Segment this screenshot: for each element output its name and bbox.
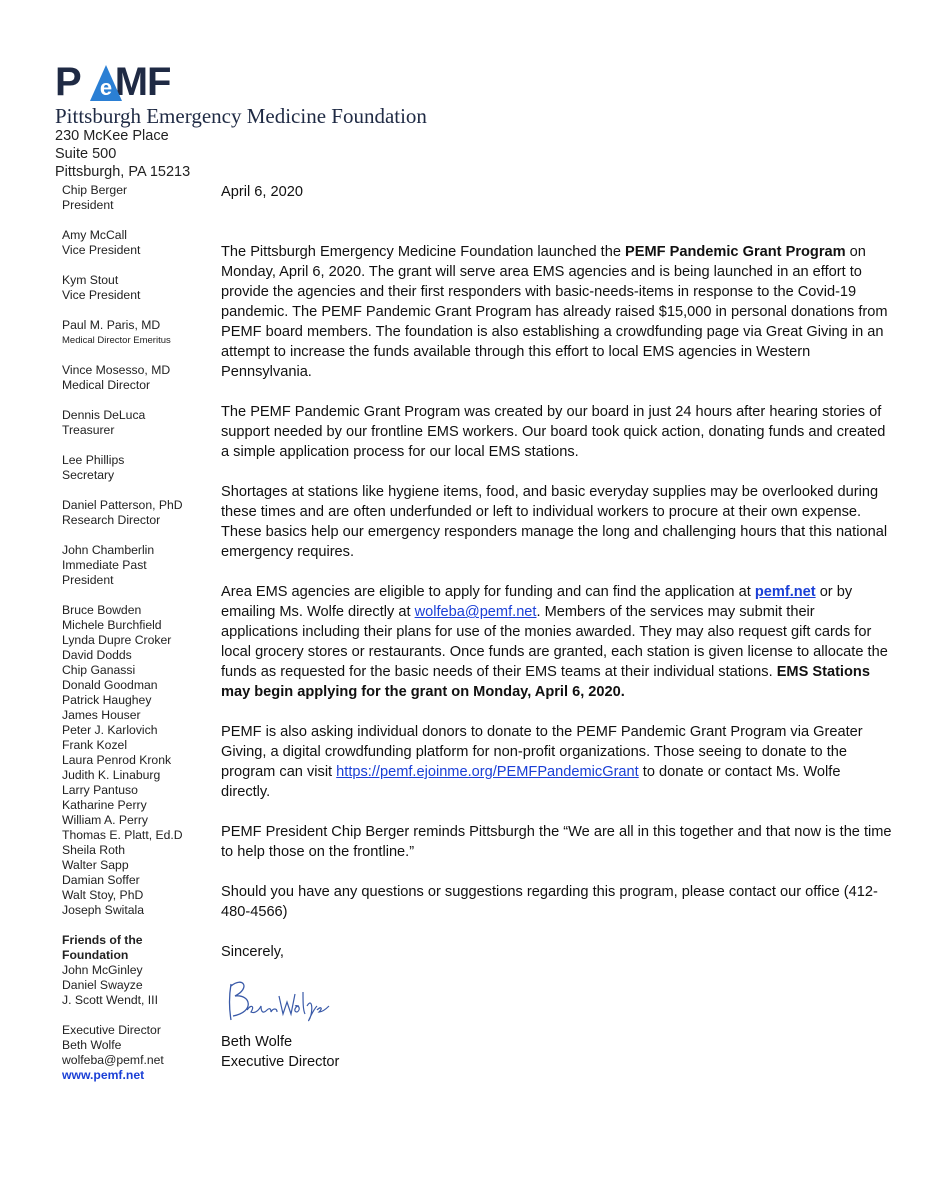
text-run: on Monday, April 6, 2020. The grant will serve area EMS agencies and is being launched in an effort to provide the agencies and their first responders with basic-needs-items in response to the Covid-19 pandemic. The PEMF Pandemic Grant Program has already raised $15,000 in personal donations from PEMF board members. The foundation is also establishing a crowdfunding page via Great Giving in an attempt to increase the funds available through this effort to local EMS agencies in Western Pennsylvania. (221, 244, 888, 380)
officer-role: President (62, 198, 114, 212)
member-name: Bruce Bowden (62, 603, 142, 617)
officer-name: Paul M. Paris, MD (62, 318, 161, 332)
letter-date: April 6, 2020 (221, 184, 303, 200)
pemf-website-link[interactable]: pemf.net (754, 584, 816, 600)
text-run: Area EMS agencies are eligible to apply for funding and can find the application at (221, 584, 755, 600)
member-name: Damian Soffer (62, 873, 140, 887)
officer-entry (62, 273, 212, 303)
member-name: Joseph Switala (62, 903, 144, 917)
exec-name: Beth Wolfe (62, 1038, 122, 1052)
friend-name: J. Scott Wendt, III (62, 993, 158, 1007)
member-name: Larry Pantuso (62, 783, 138, 797)
officer-name: Vince Mosesso, MD (62, 363, 171, 377)
signer-title: Executive Director (221, 1054, 340, 1070)
member-name: Chip Ganassi (62, 663, 136, 677)
exec-email[interactable]: wolfeba@pemf.net (62, 1053, 164, 1067)
officer-role: Secretary (62, 468, 115, 482)
handwritten-signature (221, 966, 893, 1032)
officer-role: President (62, 573, 114, 587)
officer-role: Vice President (62, 243, 141, 257)
text-run: . Members of the services may submit their applications including their plans for use of the monies awarded. They may also request gift cards for local grocery stores or restaurants. Once funds are granted, each station is given license to allocate the funds as requested for the basic needs of their EMS teams at their individual stations. (221, 604, 888, 680)
foundation-name: Pittsburgh Emergency Medicine Foundation (55, 104, 427, 128)
paragraph-2: The PEMF Pandemic Grant Program was created by our board in just 24 hours after hearing stories of support needed by our frontline EMS workers. Our board took quick action, donating funds and created a simple application process for our local EMS stations. (221, 404, 886, 460)
officer-name: John Chamberlin (62, 543, 155, 557)
executive-director-block (62, 1023, 212, 1083)
officer-name: Lee Phillips (62, 453, 125, 467)
officer-entry (62, 228, 212, 258)
officer-name: Daniel Patterson, PhD (62, 498, 183, 512)
friends-title: Foundation (62, 948, 129, 962)
member-name: Donald Goodman (62, 678, 158, 692)
board-roster (62, 183, 212, 1083)
paragraph-5 (221, 722, 893, 802)
officer-role: Vice President (62, 288, 141, 302)
member-name: Frank Kozel (62, 738, 128, 752)
logo-wordmark: P MF (55, 60, 171, 104)
officer-role: Treasurer (62, 423, 115, 437)
paragraph-1 (221, 242, 893, 382)
program-name-bold: PEMF Pandemic Grant Program (625, 244, 846, 260)
paragraph-6: PEMF President Chip Berger reminds Pittsburgh the “We are all in this together and that now is the time to help those on the frontline.” (221, 824, 892, 860)
officer-entry (62, 453, 212, 483)
member-name: David Dodds (62, 648, 132, 662)
officer-name: Amy McCall (62, 228, 128, 242)
member-name: Lynda Dupre Croker (62, 633, 172, 647)
officer-entry (62, 498, 212, 528)
member-name: Laura Penrod Kronk (62, 753, 172, 767)
text-run: PEMF is also asking individual donors to donate to the PEMF Pandemic Grant Program via Greater Giving, a digital crowdfunding platform for non-profit organizations. Those seeing to donate to the program can visit (221, 724, 863, 780)
officer-role: Immediate Past (62, 558, 147, 572)
officer-role: Medical Director Emeritus (62, 335, 171, 346)
officer-entry (62, 183, 212, 213)
officer-entry (62, 363, 212, 393)
svg-text:e: e (99, 75, 113, 100)
closing: Sincerely, (221, 944, 284, 960)
member-name: Patrick Haughey (62, 693, 152, 707)
officer-entry (62, 318, 212, 348)
member-name: Peter J. Karlovich (62, 723, 158, 737)
text-run: or by emailing Ms. Wolfe directly at (221, 584, 853, 620)
paragraph-7: Should you have any questions or suggestions regarding this program, please contact our office (412-480-4566) (221, 884, 878, 920)
member-name: Walter Sapp (62, 858, 129, 872)
officer-role: Medical Director (62, 378, 151, 392)
officer-entry (62, 543, 212, 588)
exec-title: Executive Director (62, 1023, 161, 1037)
text-run: to donate or contact Ms. Wolfe directly. (221, 764, 841, 800)
friends-title: Friends of the (62, 933, 143, 947)
officer-name: Kym Stout (62, 273, 119, 287)
signer-name: Beth Wolfe (221, 1034, 293, 1050)
letter-body (221, 182, 893, 1072)
member-name: Katharine Perry (62, 798, 147, 812)
friend-name: John McGinley (62, 963, 143, 977)
apply-date-bold: EMS Stations may begin applying for the grant on Monday, April 6, 2020. (221, 664, 870, 700)
member-name: Judith K. Linaburg (62, 768, 161, 782)
address-line: Suite 500 (55, 146, 117, 162)
donation-link[interactable]: https://pemf.ejoinme.org/PEMFPandemicGrant (336, 764, 639, 780)
logo-triangle-e-icon (89, 64, 123, 102)
signature-icon (221, 966, 341, 1032)
paragraph-4 (221, 582, 893, 702)
email-link[interactable]: wolfeba@pemf.net (414, 604, 537, 620)
friend-name: Daniel Swayze (62, 978, 143, 992)
text-run: The Pittsburgh Emergency Medicine Foundation launched the (221, 244, 626, 260)
member-name: Walt Stoy, PhD (62, 888, 144, 902)
foundation-address (55, 127, 190, 181)
officer-role: Research Director (62, 513, 161, 527)
officer-name: Chip Berger (62, 183, 128, 197)
officer-name: Dennis DeLuca (62, 408, 146, 422)
member-name: Sheila Roth (62, 843, 126, 857)
member-name: James Houser (62, 708, 141, 722)
friends-of-foundation (62, 933, 212, 1008)
address-line: 230 McKee Place (55, 128, 169, 144)
officer-entry (62, 408, 212, 438)
member-name: Michele Burchfield (62, 618, 162, 632)
board-members-list (62, 603, 212, 918)
member-name: William A. Perry (62, 813, 148, 827)
address-line: Pittsburgh, PA 15213 (55, 164, 191, 180)
website-link[interactable]: www.pemf.net (62, 1068, 145, 1082)
paragraph-3: Shortages at stations like hygiene items, food, and basic everyday supplies may be overlooked during these times and are often underfunded or left to individual workers to procure at their own expense. These basics help our emergency responders manage the long and challenging hours that this national emergency requires. (221, 484, 888, 560)
member-name: Thomas E. Platt, Ed.D (62, 828, 183, 842)
